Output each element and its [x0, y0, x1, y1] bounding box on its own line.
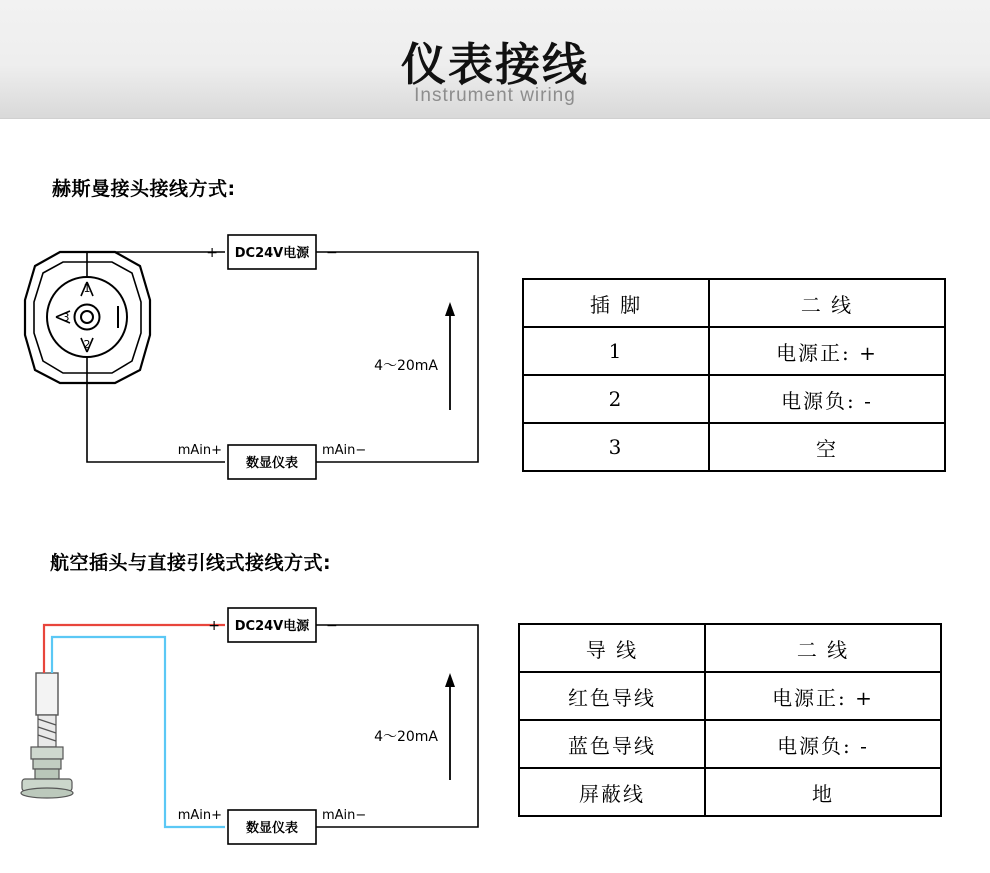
hirschmann-wiring-diagram [0, 230, 520, 500]
table-header-row [523, 279, 945, 327]
table-cell-wire-color: 屏蔽线 [519, 768, 705, 816]
table-cell-pin: 2 [523, 375, 709, 423]
hirschmann-wiring-table [522, 278, 946, 472]
meter-in-plus-label: mAin+ [177, 443, 222, 458]
aviation-plug-wiring-table [518, 623, 942, 817]
dc-power-box-label: DC24V电源 [234, 619, 310, 634]
table-row [523, 327, 945, 375]
table-row [523, 375, 945, 423]
pin-label-1: 1 [83, 282, 91, 295]
table-row [523, 423, 945, 471]
page-title: 仪表接线 [400, 38, 589, 91]
table-cell-pin: 1 [523, 327, 709, 375]
section-title-hirschmann: 赫斯曼接头接线方式: [52, 178, 236, 200]
table-cell-pin: 3 [523, 423, 709, 471]
table-cell-wire: 电源正: + [709, 327, 945, 375]
pin-label-3: 3 [62, 311, 70, 324]
table-cell-wire: 地 [705, 768, 941, 816]
table-cell-wire: 电源负: - [709, 375, 945, 423]
meter-in-minus-label: mAin− [322, 808, 367, 823]
power-plus-label: + [206, 245, 218, 261]
table-header-cell: 导 线 [519, 624, 705, 672]
power-minus-label: − [326, 245, 338, 261]
power-plus-label: + [208, 618, 220, 634]
probe-sensor-icon [21, 673, 73, 798]
pin-label-2: 2 [83, 338, 91, 351]
table-header-cell: 插 脚 [523, 279, 709, 327]
table-cell-wire: 电源正: + [705, 672, 941, 720]
table-cell-wire-color: 红色导线 [519, 672, 705, 720]
power-minus-label: − [326, 618, 338, 634]
meter-in-minus-label: mAin− [322, 443, 367, 458]
current-range-label: 4～20mA [374, 358, 438, 374]
section-title-aviation-plug: 航空插头与直接引线式接线方式: [50, 552, 332, 574]
table-cell-wire: 电源负: - [705, 720, 941, 768]
meter-box-label: 数显仪表 [245, 821, 299, 836]
table-cell-wire: 空 [709, 423, 945, 471]
table-header-row [519, 624, 941, 672]
meter-box-label: 数显仪表 [245, 456, 299, 471]
current-range-label: 4～20mA [374, 729, 438, 745]
dc-power-box-label: DC24V电源 [234, 246, 310, 261]
table-row [519, 720, 941, 768]
table-header-cell: 二 线 [709, 279, 945, 327]
table-header-cell: 二 线 [705, 624, 941, 672]
aviation-plug-wiring-diagram [0, 595, 520, 865]
table-row [519, 672, 941, 720]
table-row [519, 768, 941, 816]
meter-in-plus-label: mAin+ [177, 808, 222, 823]
table-cell-wire-color: 蓝色导线 [519, 720, 705, 768]
page-header-banner [0, 0, 990, 119]
page-subtitle: Instrument wiring [414, 85, 576, 106]
